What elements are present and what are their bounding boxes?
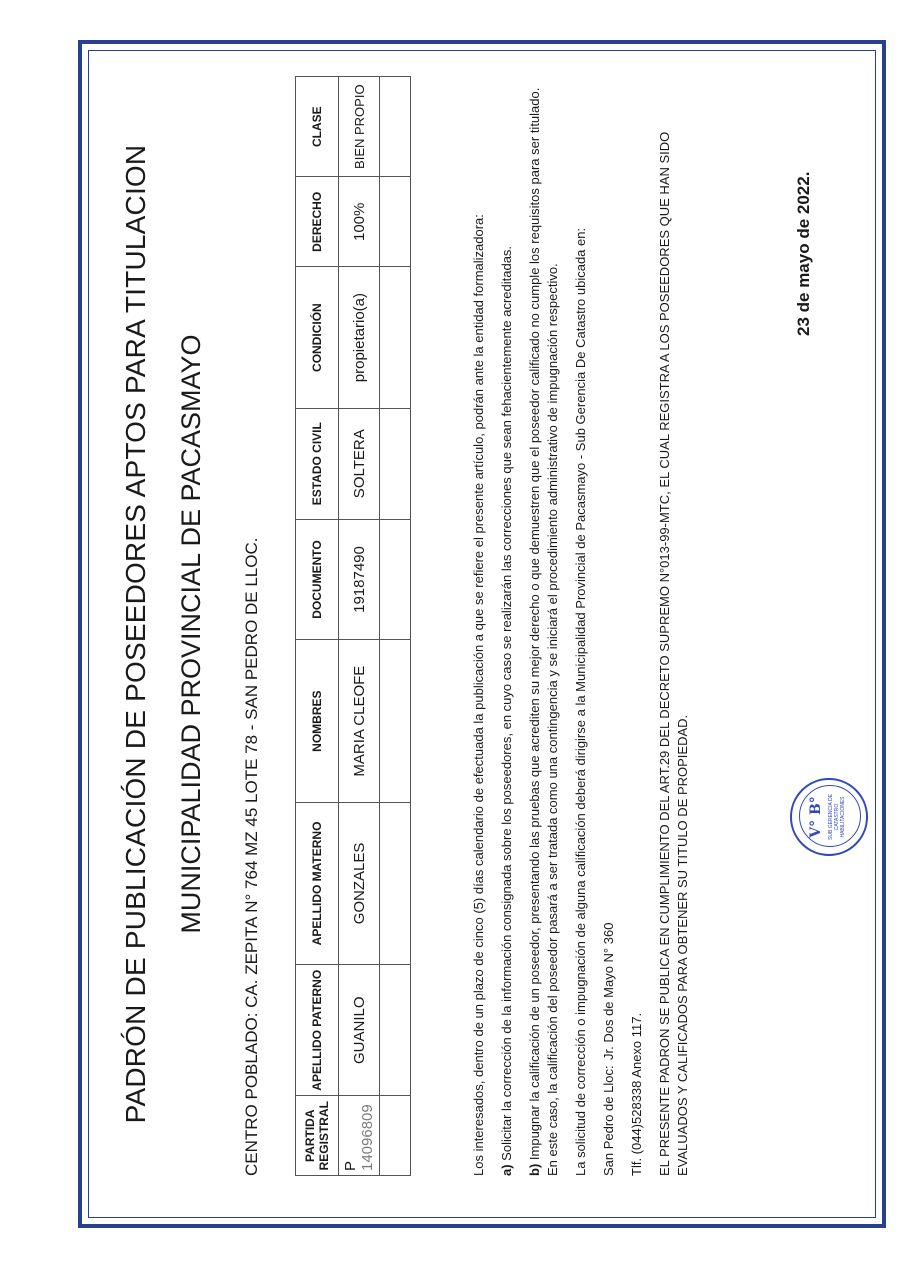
- cell-derecho: 100%: [339, 177, 380, 267]
- partida-number: 14096809: [359, 1104, 376, 1171]
- header-partida: PARTIDA REGISTRAL: [296, 1096, 339, 1176]
- header-estado-civil: ESTADO CIVIL: [296, 408, 339, 519]
- header-apellido-paterno: APELLIDO PATERNO: [296, 965, 339, 1096]
- table-row-empty: [380, 77, 411, 1176]
- cell-nombres: MARIA CLEOFE: [339, 640, 380, 802]
- table-header-row: [296, 77, 339, 1176]
- seal-stamp: V° B° SUB GERENCIA DE CATASTRO HABILITACIONES: [790, 778, 868, 856]
- table-row: [339, 77, 380, 1176]
- cell-estado-civil: SOLTERA: [339, 408, 380, 519]
- paragraph-final: EL PRESENTE PADRON SE PUBLICA EN CUMPLIMIENTO DEL ART.29 DEL DECRETO SUPREMO N°013-99-MTC, EL CUAL REGISTRA A LOS POSEEDORES QUE HAN SIDO EVALUADOS Y CALIFICADOS PARA OBTENER SU TITULO DE PROPIEDAD.: [657, 131, 690, 1176]
- paragraph-solicitud: La solicitud de corrección o impugnación de alguna calificación deberá dirigirse a la Municipalidad Provincial de Pacasmayo - Sub Gerencia De Catastro ubicada en:: [573, 227, 588, 1176]
- label-b: b): [527, 1163, 542, 1176]
- text-a: Solicitar la corrección de la información consignada sobre los poseedores, en cuyo caso se realizarán las correcciones que sean fehacientemente acreditadas.: [499, 245, 514, 1161]
- phone-line: Tlf. (044)528338 Anexo 117.: [629, 1012, 644, 1176]
- cell-apellido-paterno: GUANILO: [339, 965, 380, 1096]
- paragraph-b: [526, 76, 562, 1176]
- header-documento: DOCUMENTO: [296, 519, 339, 640]
- partida-prefix: P: [342, 1161, 359, 1171]
- notice-body: [470, 76, 702, 1176]
- rotated-content: [90, 52, 874, 1216]
- cell-apellido-materno: GONZALES: [339, 802, 380, 964]
- header-derecho: DERECHO: [296, 177, 339, 267]
- centro-poblado-address: CENTRO POBLADO: CA. ZEPITA N° 764 MZ 45 LOTE 78 - SAN PEDRO DE LLOC.: [242, 537, 261, 1176]
- cell-condicion: propietario(a): [339, 267, 380, 409]
- document-page: [90, 52, 874, 1216]
- address-text: Jr. Dos de Mayo N° 360: [601, 922, 616, 1060]
- label-a: a): [499, 1164, 514, 1176]
- header-apellido-materno: APELLIDO MATERNO: [296, 802, 339, 964]
- municipality-name: MUNICIPALIDAD PROVINCIAL DE PACASMAYO: [176, 334, 206, 934]
- header-clase: CLASE: [296, 77, 339, 177]
- cell-partida: [339, 1096, 380, 1176]
- document-title: PADRÓN DE PUBLICACIÓN DE POSEEDORES APTOS PARA TITULACION: [120, 144, 151, 1124]
- poseedores-table: [295, 76, 411, 1176]
- location-label: San Pedro de Lloc:: [601, 1065, 616, 1176]
- cell-documento: 19187490: [339, 519, 380, 640]
- document-date: 23 de mayo de 2022.: [794, 171, 813, 336]
- address-line: [600, 76, 618, 1176]
- cell-clase: BIEN PROPIO: [339, 77, 380, 177]
- seal-vb: V° B°: [808, 796, 824, 838]
- paragraph-intro: Los interesados, dentro de un plazo de cinco (5) días calendario de efectuada la publicación a que se refiere el presente artículo, podrán ante la entidad formalizadora:: [471, 214, 486, 1176]
- text-b: Impugnar la calificación de un poseedor, presentando las pruebas que acrediten su mejor derecho o que demuestren que el poseedor calificado no cumple los requisitos para ser titulado. En este caso, la calificación del poseedor pasará a ser tratada como una contingencia y se iniciará el procedimiento administrativo de impugnación respectivo.: [527, 87, 560, 1176]
- paragraph-a: [498, 76, 516, 1176]
- header-condicion: CONDICIÓN: [296, 267, 339, 409]
- header-nombres: NOMBRES: [296, 640, 339, 802]
